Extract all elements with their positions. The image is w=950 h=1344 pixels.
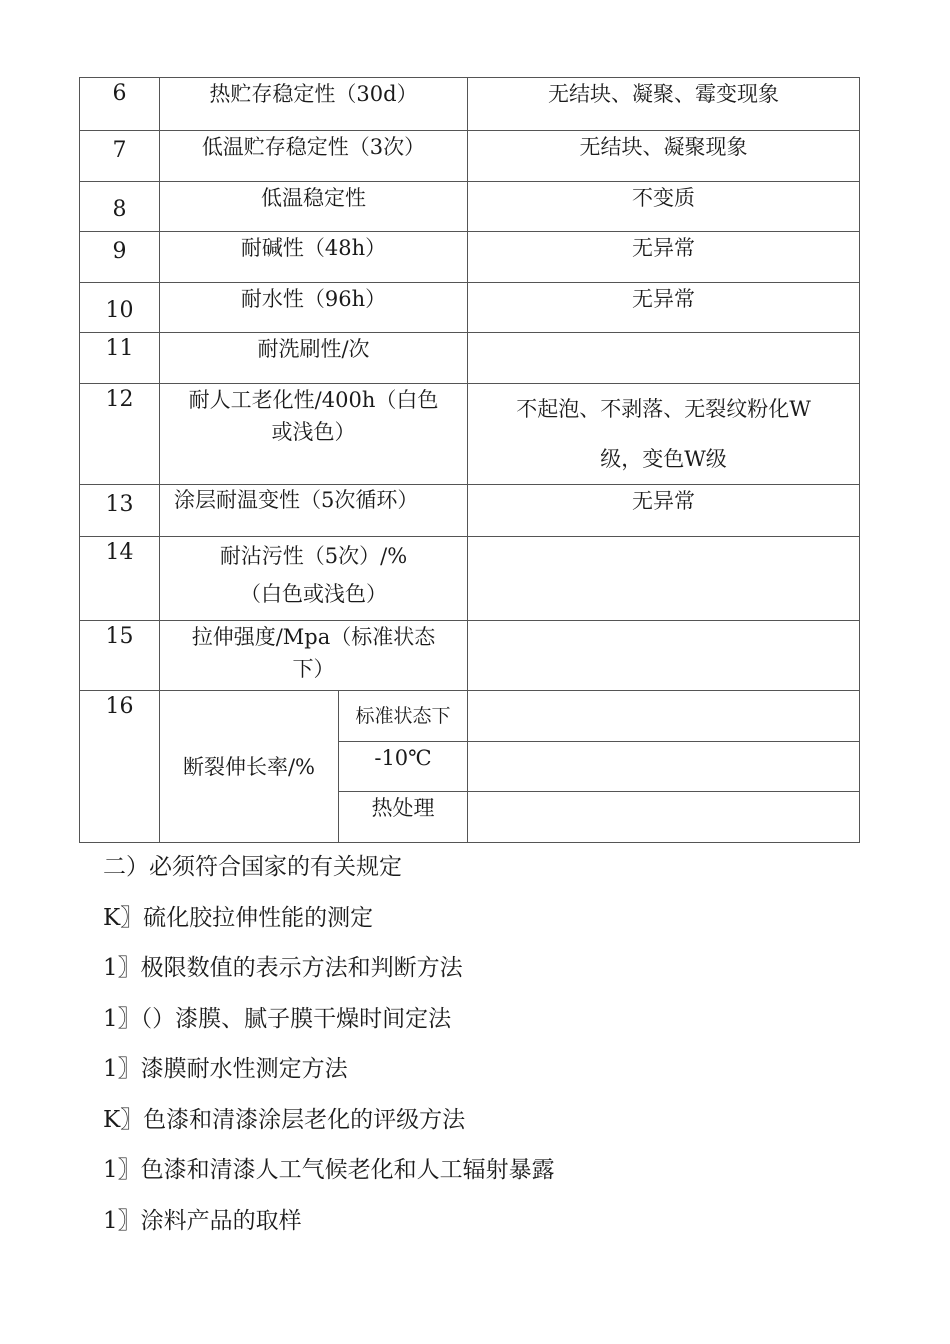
requirement (468, 742, 860, 792)
test-item: 低温稳定性 (160, 182, 468, 232)
section-heading: 二）必须符合国家的有关规定 (103, 854, 402, 880)
requirement: 无结块、凝聚现象 (468, 131, 860, 182)
table-row (80, 333, 860, 384)
test-item-line: （白色或浅色） (240, 582, 387, 606)
test-item: 热贮存稳定性（30d） (160, 78, 468, 131)
reference-list (103, 842, 555, 1246)
table-row (80, 485, 860, 537)
list-item: K〗色漆和清漆涂层老化的评级方法 (103, 1106, 466, 1133)
test-item: 断裂伸长率/% (160, 691, 339, 843)
test-item (160, 621, 468, 691)
row-number: 14 (80, 537, 160, 621)
table-row (80, 384, 860, 485)
requirement (468, 537, 860, 621)
list-item: 1〗漆膜耐水性测定方法 (103, 1056, 348, 1082)
test-item-line: 或浅色） (271, 420, 356, 444)
table-row (80, 283, 860, 333)
test-item: 耐碱性（48h） (160, 232, 468, 283)
requirement: 无异常 (468, 485, 860, 537)
requirement-line: 级，变色W级 (600, 447, 727, 471)
row-number: 10 (80, 283, 160, 333)
row-number: 13 (80, 485, 160, 537)
row-number: 9 (80, 232, 160, 283)
requirement (468, 384, 860, 485)
row-number: 12 (80, 384, 160, 485)
list-item: 1〗（）漆膜、腻子膜干燥时间定法 (103, 1005, 452, 1032)
table-row (80, 232, 860, 283)
table-row (80, 182, 860, 232)
sub-condition: 标准状态下 (339, 691, 468, 742)
test-item: 耐水性（96h） (160, 283, 468, 333)
requirement: 无结块、凝聚、霉变现象 (468, 78, 860, 131)
requirement: 无异常 (468, 232, 860, 283)
list-item: 1〗色漆和清漆人工气候老化和人工辐射暴露 (103, 1157, 555, 1183)
row-number: 11 (80, 333, 160, 384)
table-row (80, 537, 860, 621)
test-item: 耐洗刷性/次 (160, 333, 468, 384)
row-number: 6 (80, 78, 160, 131)
test-item-text: 涂层耐温变性（5次循环） (174, 488, 419, 512)
requirement (468, 333, 860, 384)
test-item: 低温贮存稳定性（3次） (160, 131, 468, 182)
table-row (80, 691, 860, 742)
list-item: 1〗涂料产品的取样 (103, 1207, 302, 1234)
requirement: 无异常 (468, 283, 860, 333)
table-row (80, 131, 860, 182)
list-item: 1〗极限数值的表示方法和判断方法 (103, 955, 463, 981)
table-row (80, 621, 860, 691)
test-item-line: 拉伸强度/Mpa（标准状态 (191, 625, 436, 649)
test-item-line: 耐沾污性（5次）/% (219, 544, 408, 568)
row-number: 15 (80, 621, 160, 691)
spec-table (79, 77, 860, 843)
requirement (468, 621, 860, 691)
test-item (160, 485, 468, 537)
requirement: 不变质 (468, 182, 860, 232)
table-row (80, 78, 860, 131)
requirement (468, 792, 860, 843)
test-item (160, 537, 468, 621)
row-number: 7 (80, 131, 160, 182)
test-item-line: 下） (292, 657, 335, 681)
sub-condition: 热处理 (339, 792, 468, 843)
test-item (160, 384, 468, 485)
sub-condition: -10℃ (339, 742, 468, 792)
requirement-line: 不起泡、不剥落、无裂纹粉化W (516, 397, 811, 421)
requirement (468, 691, 860, 742)
row-number: 8 (80, 182, 160, 232)
list-item: K〗硫化胶拉伸性能的测定 (103, 904, 374, 931)
row-number: 16 (80, 691, 160, 843)
test-item-line: 耐人工老化性/400h（白色 (188, 388, 439, 412)
